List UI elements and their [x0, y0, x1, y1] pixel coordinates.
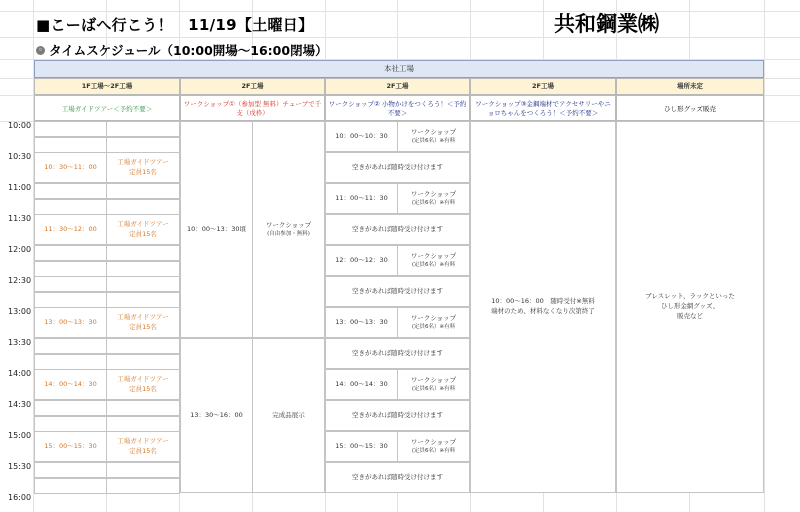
tour-slot-detail — [106, 431, 180, 462]
ws2-slot-cap: (定員6名）※有料 — [411, 200, 456, 207]
tour-slot-detail — [106, 369, 180, 400]
ws2-slot-time: 13：00〜13：30 — [325, 307, 398, 338]
ws2-slot-desc: ワークショップ — [410, 189, 457, 198]
ws2-slot-cap: (定員6名）※有料 — [411, 448, 456, 455]
time-label: 14:00 — [8, 369, 32, 378]
empty-slot — [106, 338, 180, 354]
ws2-slot-cap: (定員6名）※有料 — [411, 386, 456, 393]
tour-slot-cap: 定員15名 — [129, 446, 157, 455]
empty-slot — [34, 400, 107, 416]
ws2-walkin: 空きがあれば随時受け付けます — [325, 276, 470, 307]
page-title: ■こーばへ行こう！ 11/19【土曜日】 — [36, 16, 314, 34]
ws2-slot-cap: (定員6名）※有料 — [411, 324, 456, 331]
tour-slot-cap: 定員15名 — [129, 322, 157, 331]
schedule-subtitle-text: タイムスケジュール（10:00開場〜16:00閉場） — [49, 43, 328, 58]
time-label: 16:00 — [8, 493, 32, 502]
ws2-slot-detail — [397, 245, 470, 276]
time-label: 11:00 — [8, 183, 32, 192]
column-subheader: 工場ガイドツアー＜予約不要＞ — [34, 95, 180, 121]
empty-slot — [34, 245, 107, 261]
grid-col-line — [764, 0, 765, 512]
ws1-detail: 完成品展示 — [252, 338, 325, 493]
empty-slot — [106, 245, 180, 261]
ws2-walkin: 空きがあれば随時受け付けます — [325, 338, 470, 369]
ws1-desc: ワークショップ — [265, 220, 312, 229]
ws2-slot-cap: (定員6名）※有料 — [411, 138, 456, 145]
empty-slot — [34, 137, 107, 153]
schedule-subtitle — [36, 41, 328, 59]
tour-slot-cap: 定員15名 — [129, 167, 157, 176]
empty-slot — [106, 199, 180, 215]
column-subheader: ワークショップ③金鋼端材でアクセサリーやニョロちゃんをつくろう！＜予約不要＞ — [470, 95, 616, 121]
ws2-walkin: 空きがあれば随時受け付けます — [325, 400, 470, 431]
empty-slot — [106, 416, 180, 432]
venue-banner: 本社工場 — [34, 60, 764, 78]
time-label: 11:30 — [8, 214, 32, 223]
ws2-slot-desc: ワークショップ — [410, 251, 457, 260]
ws1-note: (自由参加・無料) — [267, 231, 310, 238]
ws2-slot-desc: ワークショップ — [410, 375, 457, 384]
ws2-slot-detail — [397, 183, 470, 214]
grid-row-line — [0, 37, 800, 38]
ws2-slot-detail — [397, 431, 470, 462]
tour-slot-detail — [106, 214, 180, 245]
column-header: 2F工場 — [470, 78, 616, 95]
time-label: 10:30 — [8, 152, 32, 161]
empty-slot — [106, 276, 180, 292]
empty-slot — [106, 400, 180, 416]
column-header: 場所未定 — [616, 78, 764, 95]
time-label: 12:00 — [8, 245, 32, 254]
empty-slot — [106, 462, 180, 478]
ws2-walkin: 空きがあれば随時受け付けます — [325, 462, 470, 493]
empty-slot — [34, 338, 107, 354]
time-label: 14:30 — [8, 400, 32, 409]
empty-slot — [34, 478, 107, 494]
tour-slot-detail — [106, 307, 180, 338]
tour-slot-time: 15：00〜15：30 — [34, 431, 107, 462]
empty-slot — [34, 462, 107, 478]
empty-slot — [34, 261, 107, 277]
tour-slot-cap: 定員15名 — [129, 384, 157, 393]
empty-slot — [34, 276, 107, 292]
empty-slot — [34, 354, 107, 370]
ws3-line2: 端材のため、材料なくなり次第終了 — [491, 307, 595, 315]
time-label: 15:00 — [8, 431, 32, 440]
ws1-detail — [252, 121, 325, 338]
column-header: 2F工場 — [180, 78, 325, 95]
tour-slot-time: 10：30〜11：00 — [34, 152, 107, 183]
tour-slot-time: 14：00〜14：30 — [34, 369, 107, 400]
tour-slot-desc: 工場ガイドツアー — [117, 436, 169, 445]
ws2-slot-time: 11：00〜11：30 — [325, 183, 398, 214]
empty-slot — [106, 261, 180, 277]
empty-slot — [106, 137, 180, 153]
column-header: 1F工場〜2F工場 — [34, 78, 180, 95]
ws1-time: 13：30〜16：00 — [180, 338, 253, 493]
empty-slot — [34, 416, 107, 432]
ws1-time: 10：00〜13：30頃 — [180, 121, 253, 338]
empty-slot — [34, 199, 107, 215]
column-subheader: ひし形グッズ販売 — [616, 95, 764, 121]
empty-slot — [106, 354, 180, 370]
ws2-slot-time: 14：00〜14：30 — [325, 369, 398, 400]
empty-slot — [34, 183, 107, 199]
sales-line3: 販売など — [677, 311, 703, 320]
ws2-slot-time: 10：00〜10：30 — [325, 121, 398, 152]
time-label: 13:30 — [8, 338, 32, 347]
ws2-slot-time: 12：00〜12：30 — [325, 245, 398, 276]
ws2-slot-cap: (定員6名）※有料 — [411, 262, 456, 269]
info-bullet-icon: ◦ — [36, 46, 45, 55]
column-header: 2F工場 — [325, 78, 470, 95]
time-label: 12:30 — [8, 276, 32, 285]
tour-slot-desc: 工場ガイドツアー — [117, 374, 169, 383]
empty-slot — [106, 121, 180, 137]
sales-line2: ひし形金網グッズ、 — [660, 302, 720, 311]
empty-slot — [34, 121, 107, 137]
sales-line1: ブレスレット、ラックといった — [645, 292, 735, 301]
time-label: 10:00 — [8, 121, 32, 130]
sales-detail — [616, 121, 764, 493]
ws2-slot-time: 15：00〜15：30 — [325, 431, 398, 462]
column-subheader: ワークショップ② 小物かけをつくろう！＜予約不要＞ — [325, 95, 470, 121]
ws2-slot-detail — [397, 369, 470, 400]
time-label: 13:00 — [8, 307, 32, 316]
tour-slot-time: 11：30〜12：00 — [34, 214, 107, 245]
ws3-line1: 10：00〜16：00 随時受付※無料 — [491, 297, 595, 306]
ws2-slot-desc: ワークショップ — [410, 313, 457, 322]
company-name: 共和鋼業㈱ — [554, 12, 659, 36]
ws3-detail — [470, 121, 616, 493]
time-label: 15:30 — [8, 462, 32, 471]
tour-slot-detail — [106, 152, 180, 183]
tour-slot-desc: 工場ガイドツアー — [117, 157, 169, 166]
empty-slot — [34, 292, 107, 308]
tour-slot-desc: 工場ガイドツアー — [117, 219, 169, 228]
empty-slot — [106, 183, 180, 199]
tour-slot-cap: 定員15名 — [129, 229, 157, 238]
ws2-slot-desc: ワークショップ — [410, 127, 457, 136]
ws2-walkin: 空きがあれば随時受け付けます — [325, 152, 470, 183]
empty-slot — [106, 478, 180, 494]
tour-slot-time: 13：00〜13：30 — [34, 307, 107, 338]
column-subheader: ワークショップ①（参加型 無料）チューブで千支（戌枠） — [180, 95, 325, 121]
empty-slot — [106, 292, 180, 308]
ws2-slot-desc: ワークショップ — [410, 437, 457, 446]
grid-row-line — [0, 11, 800, 12]
tour-slot-desc: 工場ガイドツアー — [117, 312, 169, 321]
ws2-slot-detail — [397, 121, 470, 152]
ws2-slot-detail — [397, 307, 470, 338]
ws2-walkin: 空きがあれば随時受け付けます — [325, 214, 470, 245]
